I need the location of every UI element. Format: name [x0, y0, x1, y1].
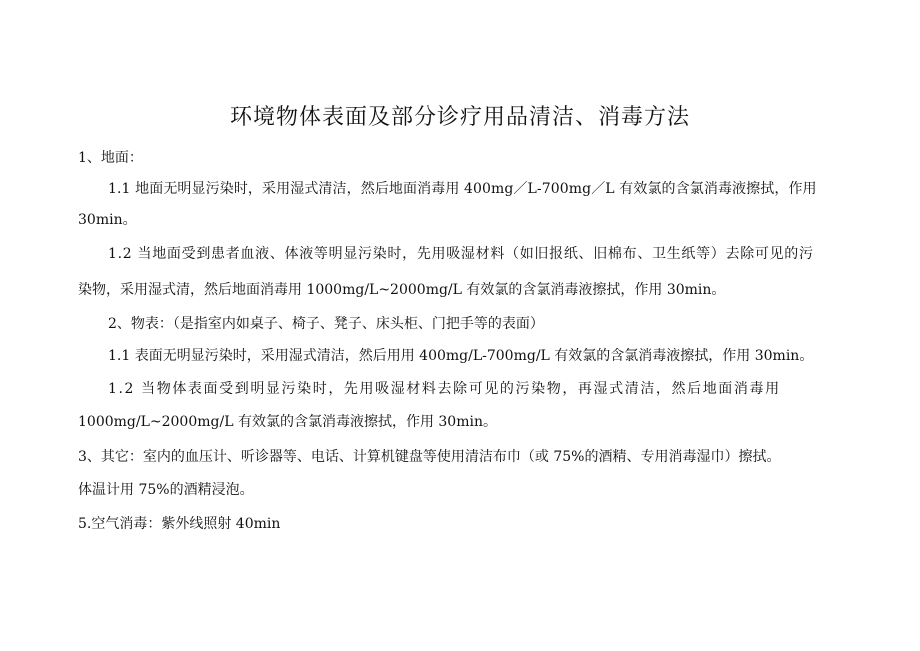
surface-item-1-2: 1.2 当物体表面受到明显污染时，先用吸湿材料去除可见的污染物，再湿式清洁，然后地面消毒用 [108, 381, 781, 397]
section-other-continued: 体温计用 75%的酒精浸泡。 [78, 482, 254, 498]
section-surface-heading: 2、物表：（是指室内如桌子、椅子、凳子、床头柜、门把手等的表面） [108, 316, 544, 332]
document-title: 环境物体表面及部分诊疗用品清洁、消毒方法 [229, 105, 690, 130]
section-other: 3、其它：室内的血压计、听诊器等、电话、计算机键盘等使用清洁布巾（或 75%的酒精、专用消毒湿巾）擦拭。 [78, 449, 781, 465]
floor-item-1-2: 1.2 当地面受到患者血液、体液等明显污染时，先用吸湿材料（如旧报纸、旧棉布、卫生纸等）去除可见的污 [108, 246, 814, 262]
floor-item-1-1: 1.1 地面无明显污染时，采用湿式清洁，然后地面消毒用 400mg／L-700mg／L 有效氯的含氯消毒液擦拭，作用 [108, 181, 817, 197]
floor-item-1-2-continued: 染物，采用湿式清，然后地面消毒用 1000mg/L~2000mg/L 有效氯的含氯消毒液擦拭，作用 30min。 [78, 282, 726, 298]
floor-item-1-1-continued: 30min。 [78, 212, 137, 228]
section-floor-heading: 1、地面： [78, 150, 143, 166]
surface-item-1-1: 1.1 表面无明显污染时，采用湿式清洁，然后用用 400mg/L-700mg/L 有效氯的含氯消毒液擦拭，作用 30min。 [108, 348, 814, 364]
surface-item-1-2-continued: 1000mg/L~2000mg/L 有效氯的含氯消毒液擦拭，作用 30min。 [78, 414, 497, 430]
section-air-disinfection: 5.空气消毒：紫外线照射 40min [78, 516, 281, 532]
